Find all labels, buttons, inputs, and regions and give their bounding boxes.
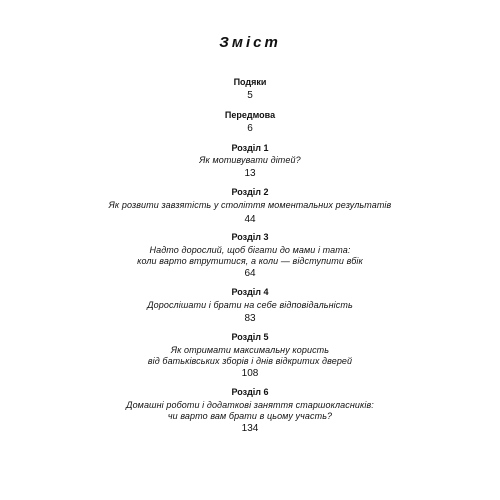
- toc-entry-label: Подяки: [233, 77, 267, 87]
- toc-entry-page-number: 83: [244, 313, 256, 324]
- toc-entry-label: Розділ 3: [231, 232, 269, 242]
- toc-entry-title: Як мотивувати дітей?: [199, 155, 301, 165]
- toc-entry-page-number: 44: [244, 214, 256, 225]
- toc-entry-label: Розділ 1: [231, 143, 269, 153]
- contents-heading: Зміст: [219, 34, 281, 51]
- toc-entry-title: Як отримати максимальну користь: [170, 345, 330, 355]
- toc-entry-title: Домашні роботи і додаткові заняття старшокласників:: [126, 400, 374, 410]
- toc-entry-title: чи варто вам брати в цьому участь?: [167, 411, 333, 421]
- toc-entry-title: від батьківських зборів і днів відкритих дверей: [147, 356, 353, 366]
- toc-entry-title: коли варто втрутитися, а коли — відступити вбік: [137, 256, 363, 266]
- toc-entry-title: Дорослішати і брати на себе відповідальність: [147, 300, 353, 310]
- toc-entry-page-number: 6: [247, 123, 253, 134]
- toc-entry-page-number: 13: [244, 168, 256, 179]
- toc-entry-title: Як розвити завзятість у століття моментальних результатів: [108, 200, 392, 210]
- toc-entry-page-number: 134: [241, 423, 259, 434]
- toc-entry-title: Надто дорослий, щоб бігати до мами і тата:: [149, 245, 351, 255]
- toc-entry-label: Розділ 6: [231, 387, 269, 397]
- toc-entry-label: Розділ 2: [231, 187, 269, 197]
- toc-entry-page-number: 64: [244, 268, 256, 279]
- toc-entry-label: Розділ 5: [231, 332, 269, 342]
- toc-entry-label: Розділ 4: [231, 287, 269, 297]
- toc-entry-page-number: 5: [247, 90, 253, 101]
- toc-entry-page-number: 108: [241, 368, 259, 379]
- toc-entry-label: Передмова: [224, 110, 276, 120]
